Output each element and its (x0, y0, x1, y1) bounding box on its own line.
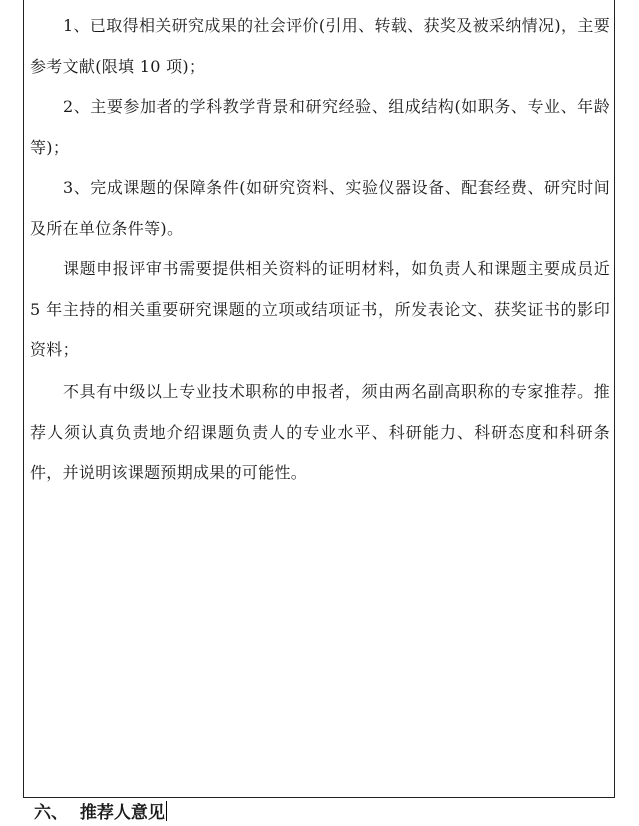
paragraph-research-evaluation: 1、已取得相关研究成果的社会评价(引用、转载、获奖及被采纳情况)，主要参考文献(限填 10 项)； (30, 16, 610, 76)
paragraph-participants-background: 2、主要参加者的学科教学背景和研究经验、组成结构(如职务、专业、年龄等)； (30, 97, 610, 157)
paragraph-recommendation-requirement: 不具有中级以上专业技术职称的申报者，须由两名副高职称的专家推荐。推荐人须认真负责地介绍课题负责人的专业水平、科研能力、科研态度和科研条件，并说明该课题预期成果的可能性。 (30, 382, 610, 482)
section-heading-recommender-opinion (34, 800, 167, 826)
paragraph-proof-materials: 课题申报评审书需要提供相关资料的证明材料，如负责人和课题主要成员近 5 年主持的相关重要研究课题的立项或结项证书，所发表论文、获奖证书的影印资料； (30, 259, 610, 359)
paragraph-support-conditions: 3、完成课题的保障条件(如研究资料、实验仪器设备、配套经费、研究时间及所在单位条件等)。 (30, 178, 610, 238)
text-cursor (166, 801, 167, 821)
section-heading-text: 六、 推荐人意见 (34, 803, 165, 823)
